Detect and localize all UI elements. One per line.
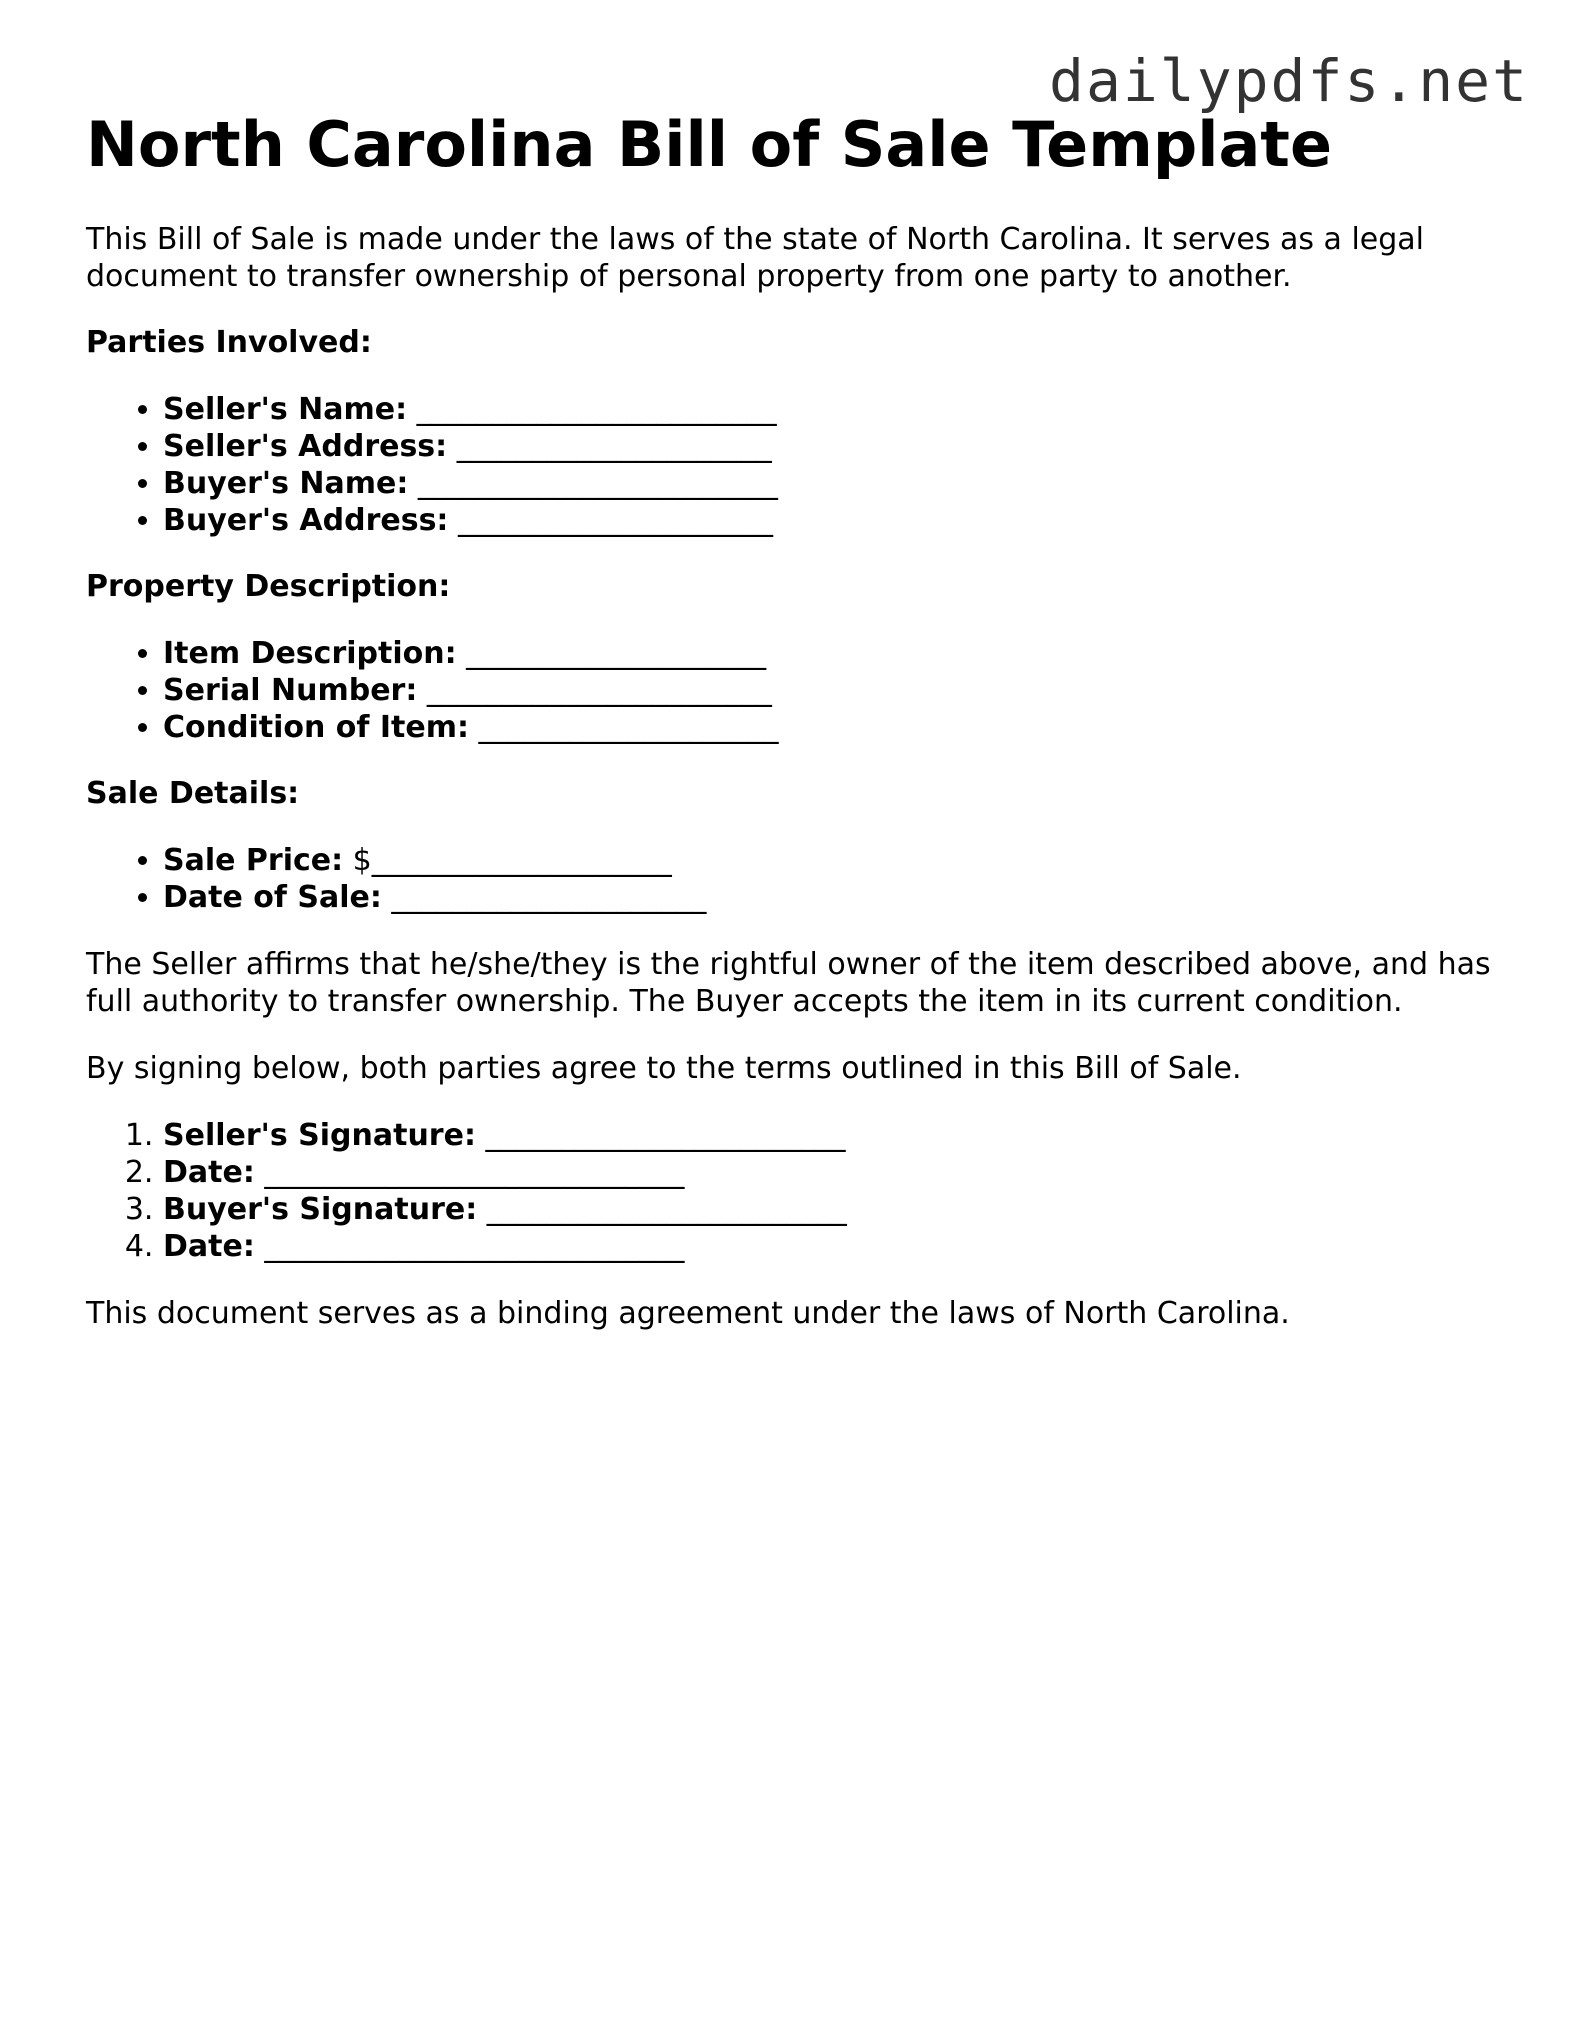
- signing-note: By signing below, both parties agree to the terms outlined in this Bill of Sale.: [86, 1051, 1242, 1087]
- sale-heading: Sale Details:: [86, 776, 300, 812]
- list-item: [163, 1228, 1506, 1265]
- list-item: [163, 1191, 1506, 1228]
- field-label: Buyer's Name:: [163, 466, 409, 502]
- field-label: Condition of Item:: [163, 710, 469, 746]
- property-heading: Property Description:: [86, 569, 451, 605]
- field-label: Seller's Signature:: [163, 1118, 476, 1154]
- list-item: [163, 502, 1506, 539]
- blank-line: ________________________: [475, 1118, 846, 1154]
- list-item: [163, 842, 1506, 879]
- list-item: [163, 391, 1506, 428]
- field-label: Buyer's Address:: [163, 503, 449, 539]
- field-label: Seller's Name:: [163, 392, 408, 428]
- list-item: [163, 879, 1506, 916]
- list-item: [163, 465, 1506, 502]
- field-label: Date:: [163, 1155, 255, 1191]
- document-body: [86, 108, 1506, 1332]
- document-title: North Carolina Bill of Sale Template: [86, 108, 1332, 181]
- list-item: [163, 1117, 1506, 1154]
- signature-list: [86, 1117, 1506, 1265]
- list-item: [163, 635, 1506, 672]
- blank-line: ________________________: [408, 466, 778, 502]
- parties-heading: Parties Involved:: [86, 325, 372, 361]
- blank-line: _______________________: [417, 673, 772, 709]
- field-label: Item Description:: [163, 636, 457, 672]
- blank-line: _____________________: [447, 429, 772, 465]
- blank-line: ____________________________: [254, 1229, 685, 1265]
- blank-line: _____________________: [448, 503, 773, 539]
- intro-paragraph: This Bill of Sale is made under the laws of the state of North Carolina. It serves as a legal document to transfer ownership of personal property from one party to another.: [86, 222, 1425, 295]
- field-label: Sale Price:: [163, 843, 344, 879]
- list-item: [163, 709, 1506, 746]
- field-label: Serial Number:: [163, 673, 418, 709]
- blank-line: _____________________: [381, 880, 707, 916]
- blank-line: $____________________: [343, 843, 672, 879]
- list-item: [163, 672, 1506, 709]
- list-item: [163, 1154, 1506, 1191]
- blank-line: ________________________: [477, 1192, 847, 1228]
- blank-line: ____________________: [456, 636, 767, 672]
- blank-line: ________________________: [407, 392, 777, 428]
- field-label: Date:: [163, 1229, 255, 1265]
- sale-list: [86, 842, 1506, 916]
- list-item: [163, 428, 1506, 465]
- property-list: [86, 635, 1506, 746]
- field-label: Seller's Address:: [163, 429, 448, 465]
- parties-list: [86, 391, 1506, 539]
- blank-line: ____________________: [469, 710, 779, 746]
- closing-paragraph: This document serves as a binding agreement under the laws of North Carolina.: [86, 1296, 1290, 1332]
- field-label: Date of Sale:: [163, 880, 382, 916]
- watermark: dailypdfs.net: [1049, 47, 1529, 115]
- affirmation-paragraph: The Seller affirms that he/she/they is the rightful owner of the item described above, and has full authority to transfer ownership. The Buyer accepts the item in its current condition.: [86, 947, 1491, 1020]
- blank-line: ____________________________: [254, 1155, 685, 1191]
- field-label: Buyer's Signature:: [163, 1192, 478, 1228]
